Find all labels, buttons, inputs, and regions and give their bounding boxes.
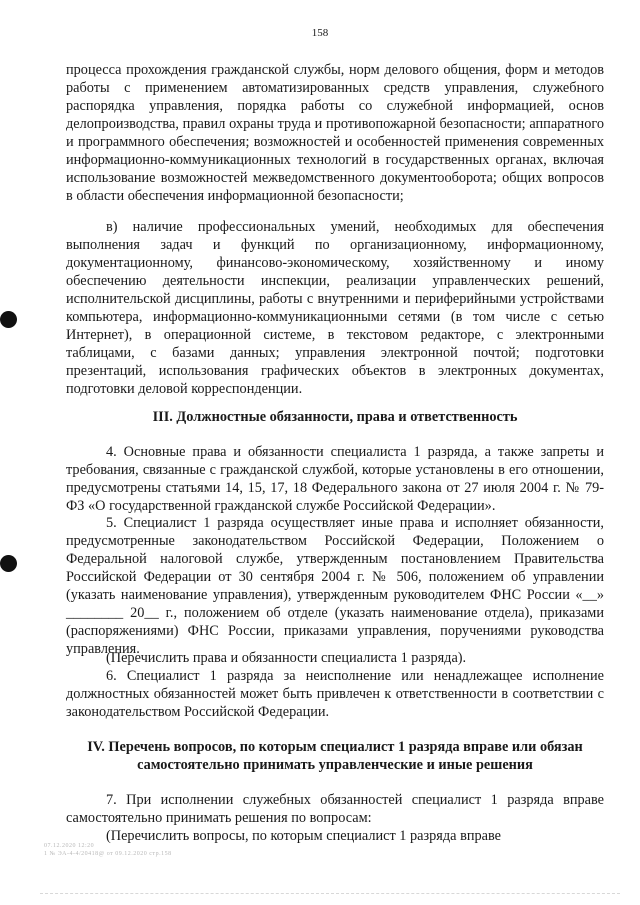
hole-punch-mark-upper [0, 311, 17, 328]
page-bottom-edge [40, 893, 620, 894]
section-heading: III. Должностные обязанности, права и ответственность [152, 409, 518, 425]
paragraph: 4. Основные права и обязанности специалиста 1 разряда, а также запреты и требования, связанные с гражданской службой, которые установлены в его отношении, предусмотрены статьями 14, 15, 17, 18 Федерального закона от 27 июля 2004 г. № 79-ФЗ «О государственной гражданской службе Российской Федерации». [66, 444, 604, 514]
paragraph: 6. Специалист 1 разряда за неисполнение или ненадлежащее исполнение должностных обязанностей может быть привлечен к ответственности в соответствии с законодательством Российской Федерации. [66, 668, 604, 720]
paragraph: процесса прохождения гражданской службы, норм делового общения, форм и методов работы с применением автоматизированных средств управления, служебного распорядка управления, порядка работы со служебной информацией, основ делопроизводства, правил охраны труда и противопожарной безопасности; аппаратного и программного обеспечения; возможностей и особенностей применения современных информационно-коммуникационных технологий в государственных органах, включая использование возможностей межведомственного документооборота; общих вопросов в области обеспечения информационной безопасности; [66, 62, 604, 204]
hole-punch-mark-lower [0, 555, 17, 572]
paragraph: (Перечислить права и обязанности специалиста 1 разряда). [106, 650, 467, 666]
paragraph: 7. При исполнении служебных обязанностей специалист 1 разряда вправе самостоятельно принимать решения по вопросам: [66, 792, 604, 826]
page-number: 158 [311, 27, 329, 39]
print-stamp-line-2: 1 № ЭА-4-4/20418@ от 09.12.2020 стр.158 [44, 851, 172, 857]
paragraph: (Перечислить вопросы, по которым специалист 1 разряда вправе [106, 828, 501, 844]
section-heading: IV. Перечень вопросов, по которым специалист 1 разряда вправе или обязан самостоятельно принимать управленческие и иные решения [87, 739, 583, 773]
paragraph: 5. Специалист 1 разряда осуществляет иные права и исполняет обязанности, предусмотренные законодательством Российской Федерации, Положением о Федеральной налоговой службе, утвержденным постановлением Правительства Российской Федерации от 30 сентября 2004 г. № 506, положением об управлении (указать наименование управления), утвержденным руководителем ФНС России «__» ________ 20__ г., положением об отделе (указать наименование отдела), приказами (распоряжениями) ФНС России, приказами управления, поручениями руководства управления. [66, 515, 604, 657]
paragraph: в) наличие профессиональных умений, необходимых для обеспечения выполнения задач и функций по организационному, информационному, документационному, финансово-экономическому, хозяйственному и иному обеспечению деятельности инспекции, реализации управленческих решений, исполнительской дисциплины, работы с внутренними и периферийными устройствами компьютера, информационно-коммуникационными сетями (в том числе с сетью Интернет), в операционной системе, в текстовом редакторе, с электронными таблицами, с базами данных; управления электронной почтой; подготовки презентаций, использования графических объектов в электронных документах, подготовки деловой корреспонденции. [66, 219, 604, 397]
print-stamp-line-1: 07.12.2020 12:20 [44, 843, 95, 849]
print-stamp [44, 842, 172, 858]
